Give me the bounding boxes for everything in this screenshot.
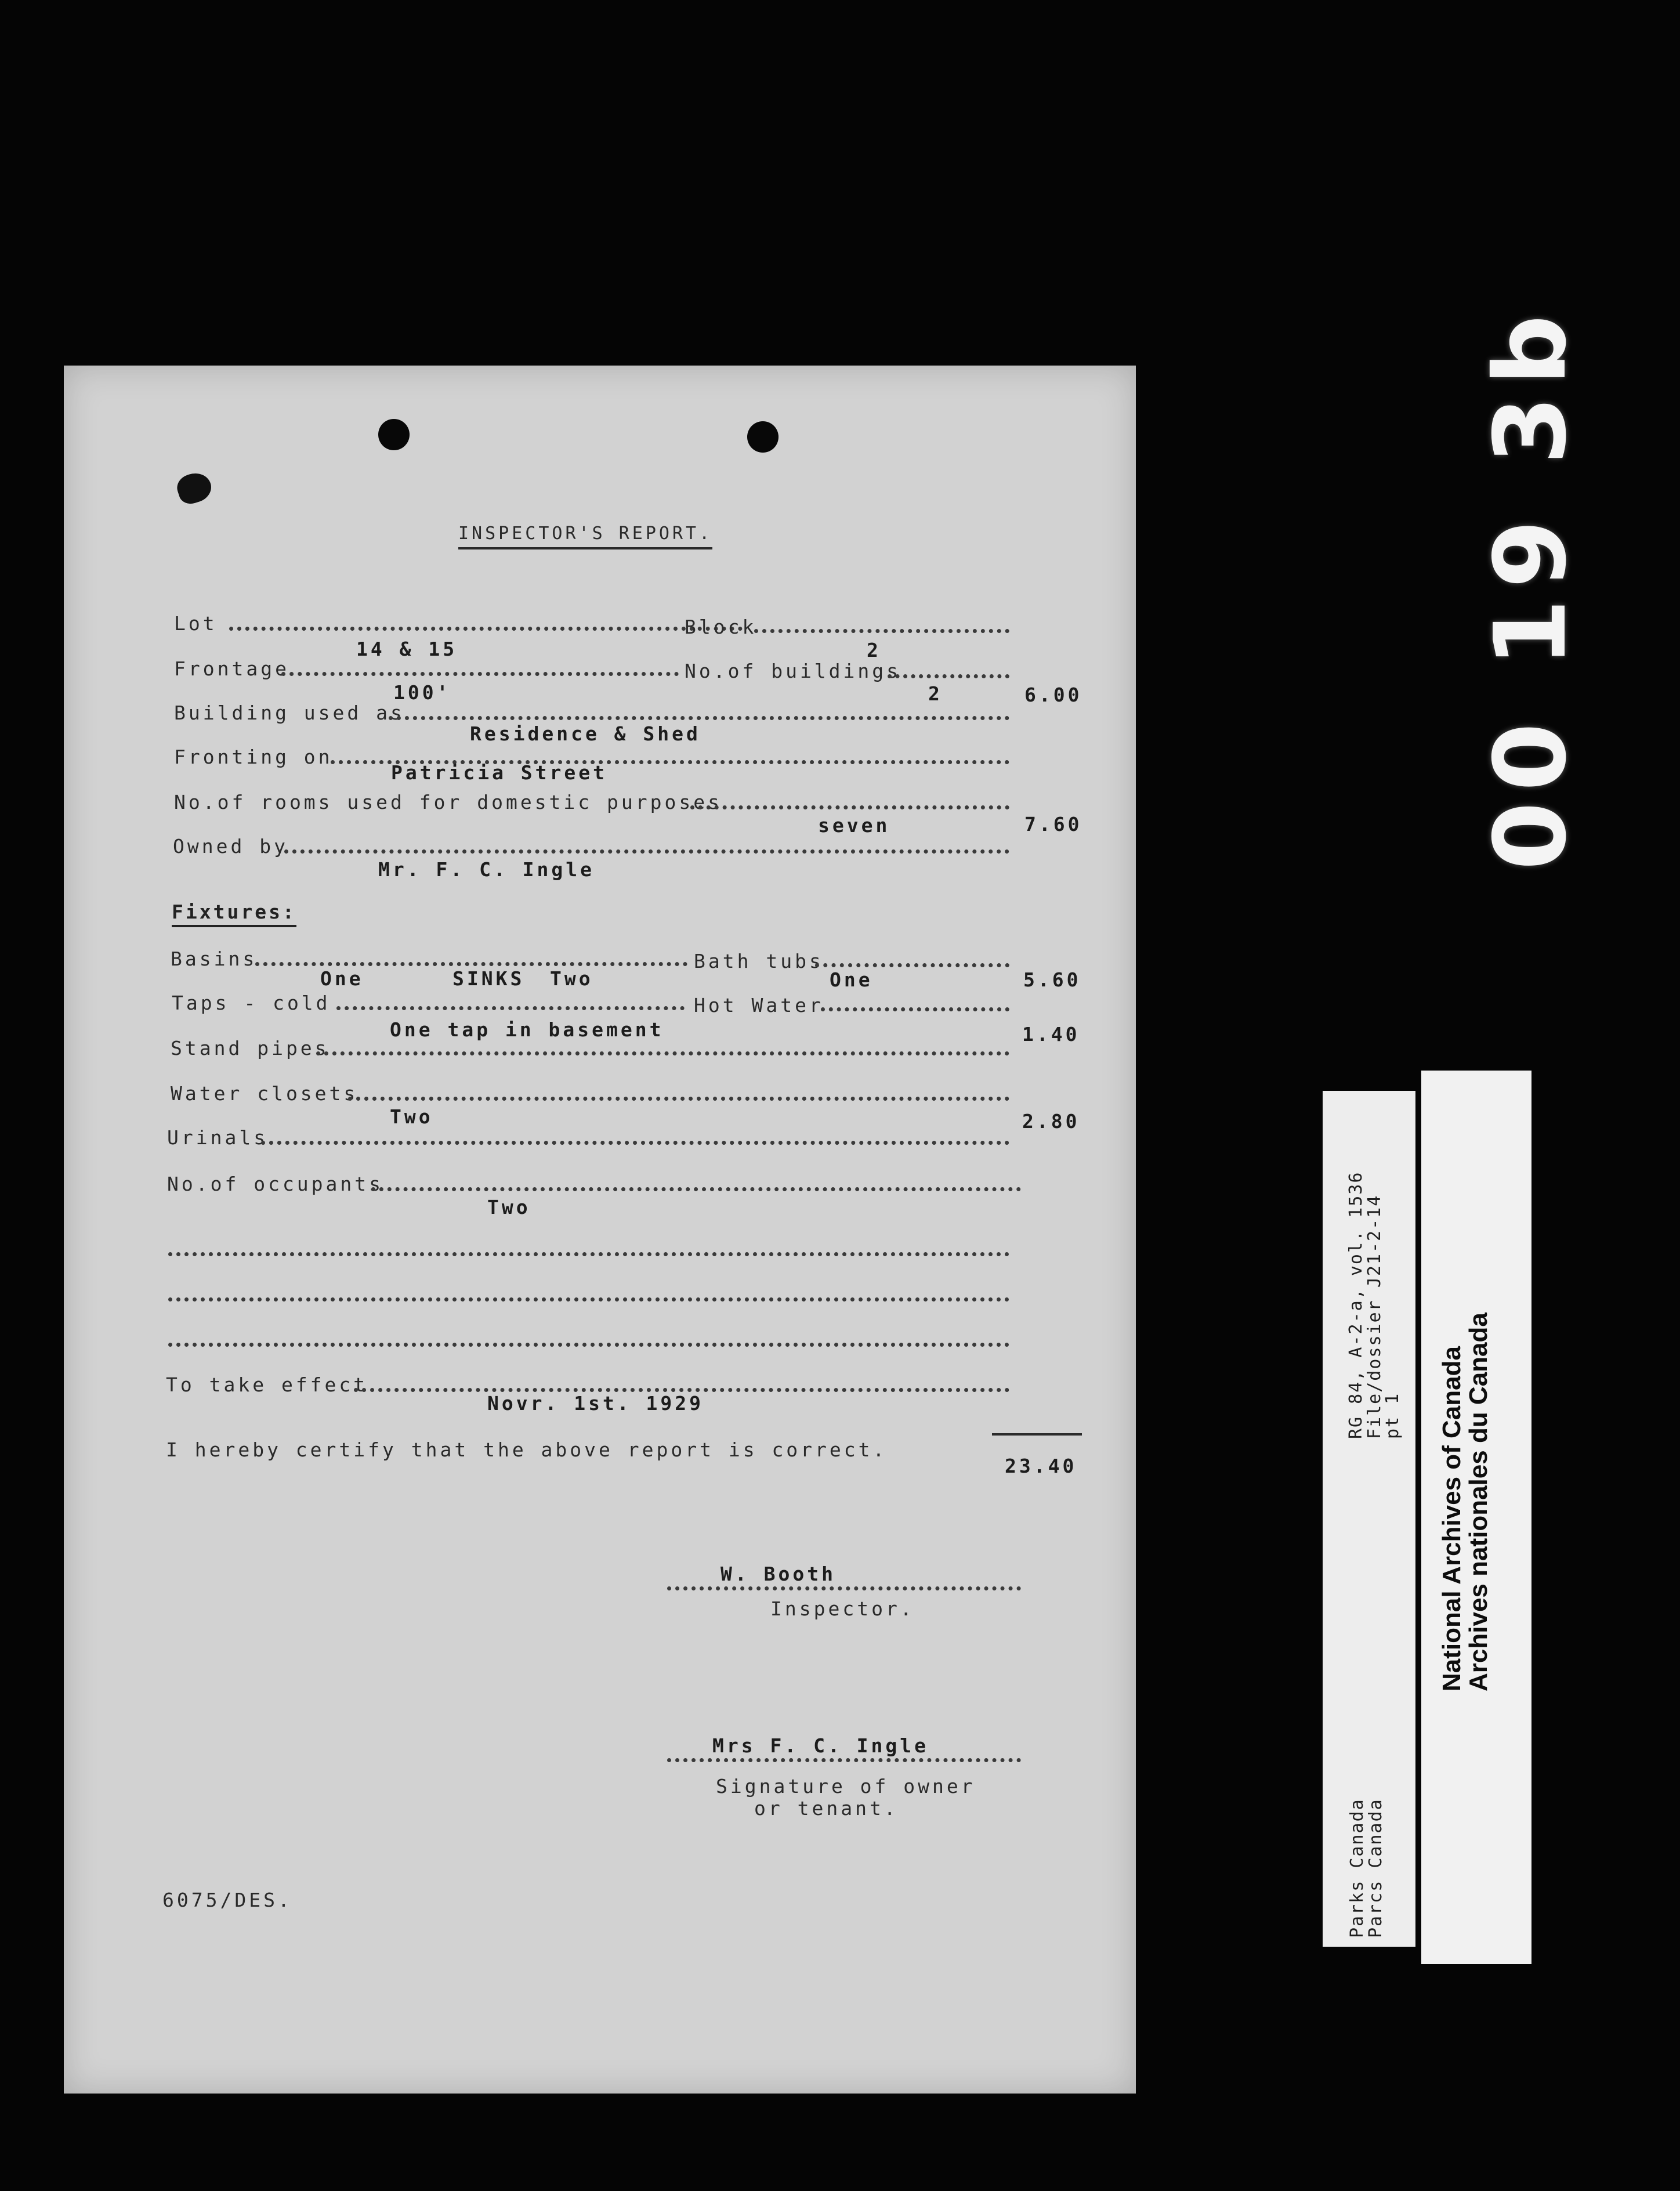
archive-reference-text xyxy=(1347,1172,1402,1439)
lot-dots xyxy=(229,627,743,631)
urinals-label: Urinals xyxy=(167,1126,269,1149)
ink-blot xyxy=(174,469,215,507)
effect-dots xyxy=(354,1388,1009,1392)
basins-value: One xyxy=(320,967,364,990)
inspector-name: W. Booth xyxy=(720,1563,836,1585)
hotwater-dots xyxy=(821,1007,1009,1011)
frontage-dots xyxy=(281,672,679,676)
owned-dots xyxy=(284,849,1009,854)
blank-line-2 xyxy=(168,1297,1009,1301)
ref-line-3: pt 1 xyxy=(1382,1392,1403,1439)
lot-value: 14 & 15 xyxy=(356,638,458,660)
ref-line-1: RG 84, A-2-a, vol. 1536 xyxy=(1346,1171,1366,1439)
basins-dots xyxy=(255,962,687,966)
nac-line-1: National Archives of Canada xyxy=(1438,1346,1466,1691)
owner-dots xyxy=(667,1758,1021,1762)
taps-label: Taps - cold xyxy=(172,992,331,1014)
fronting-label: Fronting on xyxy=(174,746,333,768)
block-label: Block xyxy=(685,616,757,638)
amount-3: 5.60 xyxy=(1023,968,1081,991)
amount-1: 6.00 xyxy=(1024,684,1082,706)
inspector-dots xyxy=(667,1586,1021,1590)
fixtures-heading: Fixtures: xyxy=(172,901,296,927)
basins-label: Basins xyxy=(171,948,258,970)
amount-5: 2.80 xyxy=(1022,1110,1080,1133)
ref-line-2: File/dossier J21-2-14 xyxy=(1364,1194,1385,1439)
rooms-value: seven xyxy=(818,814,890,837)
taps-dots xyxy=(336,1006,685,1010)
rooms-dots xyxy=(690,805,1009,809)
occupants-label: No.of occupants xyxy=(167,1173,384,1195)
nac-line-2: Archives nationales du Canada xyxy=(1464,1313,1493,1691)
taps-value: One tap in basement xyxy=(390,1018,664,1041)
effect-label: To take effect xyxy=(166,1373,368,1396)
owner-label-1: Signature of owner xyxy=(716,1775,976,1798)
frontage-value: 100' xyxy=(393,681,451,704)
certify-text: I hereby certify that the above report is correct. xyxy=(166,1438,888,1461)
occupants-dots xyxy=(371,1187,1021,1191)
owned-value: Mr. F. C. Ingle xyxy=(378,858,595,881)
buildings-dots xyxy=(888,674,1009,678)
blank-line-3 xyxy=(168,1343,1009,1347)
frame-number: 00 19 3b xyxy=(1473,304,1588,870)
parks-line-1: Parks Canada xyxy=(1347,1798,1367,1938)
national-archives-label xyxy=(1421,1071,1531,1964)
bathtubs-dots xyxy=(815,963,1009,967)
hotwater-label: Hot Water xyxy=(694,994,824,1017)
punch-hole-right xyxy=(747,421,779,453)
sinks-value: Two xyxy=(550,967,593,990)
owned-label: Owned by xyxy=(173,835,288,858)
report-title: INSPECTOR'S REPORT. xyxy=(458,523,712,549)
block-dots xyxy=(754,629,1009,633)
buildings-label: No.of buildings xyxy=(685,660,901,682)
effect-value: Novr. 1st. 1929 xyxy=(487,1392,704,1415)
total-rule xyxy=(992,1433,1082,1436)
archive-reference-label xyxy=(1323,1091,1415,1947)
bathtubs-value: One xyxy=(830,968,873,991)
buildings-value: 2 xyxy=(928,682,943,705)
urinals-dots xyxy=(261,1141,1009,1145)
wc-dots xyxy=(348,1097,1009,1101)
parks-canada-text xyxy=(1348,1798,1385,1938)
lot-label: Lot xyxy=(174,612,218,635)
standpipes-label: Stand pipes xyxy=(171,1037,330,1060)
amount-4: 1.40 xyxy=(1022,1023,1080,1046)
building-used-dots xyxy=(389,716,1009,720)
occupants-value: Two xyxy=(487,1196,531,1219)
bathtubs-label: Bath tubs xyxy=(694,950,824,972)
punch-hole-left xyxy=(378,419,410,450)
fronting-value: Patricia Street xyxy=(391,761,608,784)
block-value: 2 xyxy=(867,639,881,661)
owner-name: Mrs F. C. Ingle xyxy=(712,1734,929,1757)
rooms-label: No.of rooms used for domestic purposes xyxy=(174,791,722,814)
amount-2: 7.60 xyxy=(1024,813,1082,836)
sinks-label: SINKS xyxy=(452,967,525,990)
report-sheet xyxy=(64,366,1136,2094)
building-used-value: Residence & Shed xyxy=(470,722,701,745)
frontage-label: Frontage xyxy=(174,657,289,680)
inspector-label: Inspector. xyxy=(770,1597,915,1620)
national-archives-text xyxy=(1439,1313,1492,1691)
wc-label: Water closets xyxy=(171,1082,359,1105)
standpipes-dots xyxy=(316,1051,1009,1055)
wc-value: Two xyxy=(390,1105,433,1128)
total-amount: 23.40 xyxy=(1005,1455,1077,1477)
building-used-label: Building used as xyxy=(174,702,405,724)
parks-line-2: Parcs Canada xyxy=(1365,1798,1386,1938)
form-number: 6075/DES. xyxy=(162,1889,292,1911)
owner-label-2: or tenant. xyxy=(754,1797,899,1820)
blank-line-1 xyxy=(168,1252,1009,1256)
